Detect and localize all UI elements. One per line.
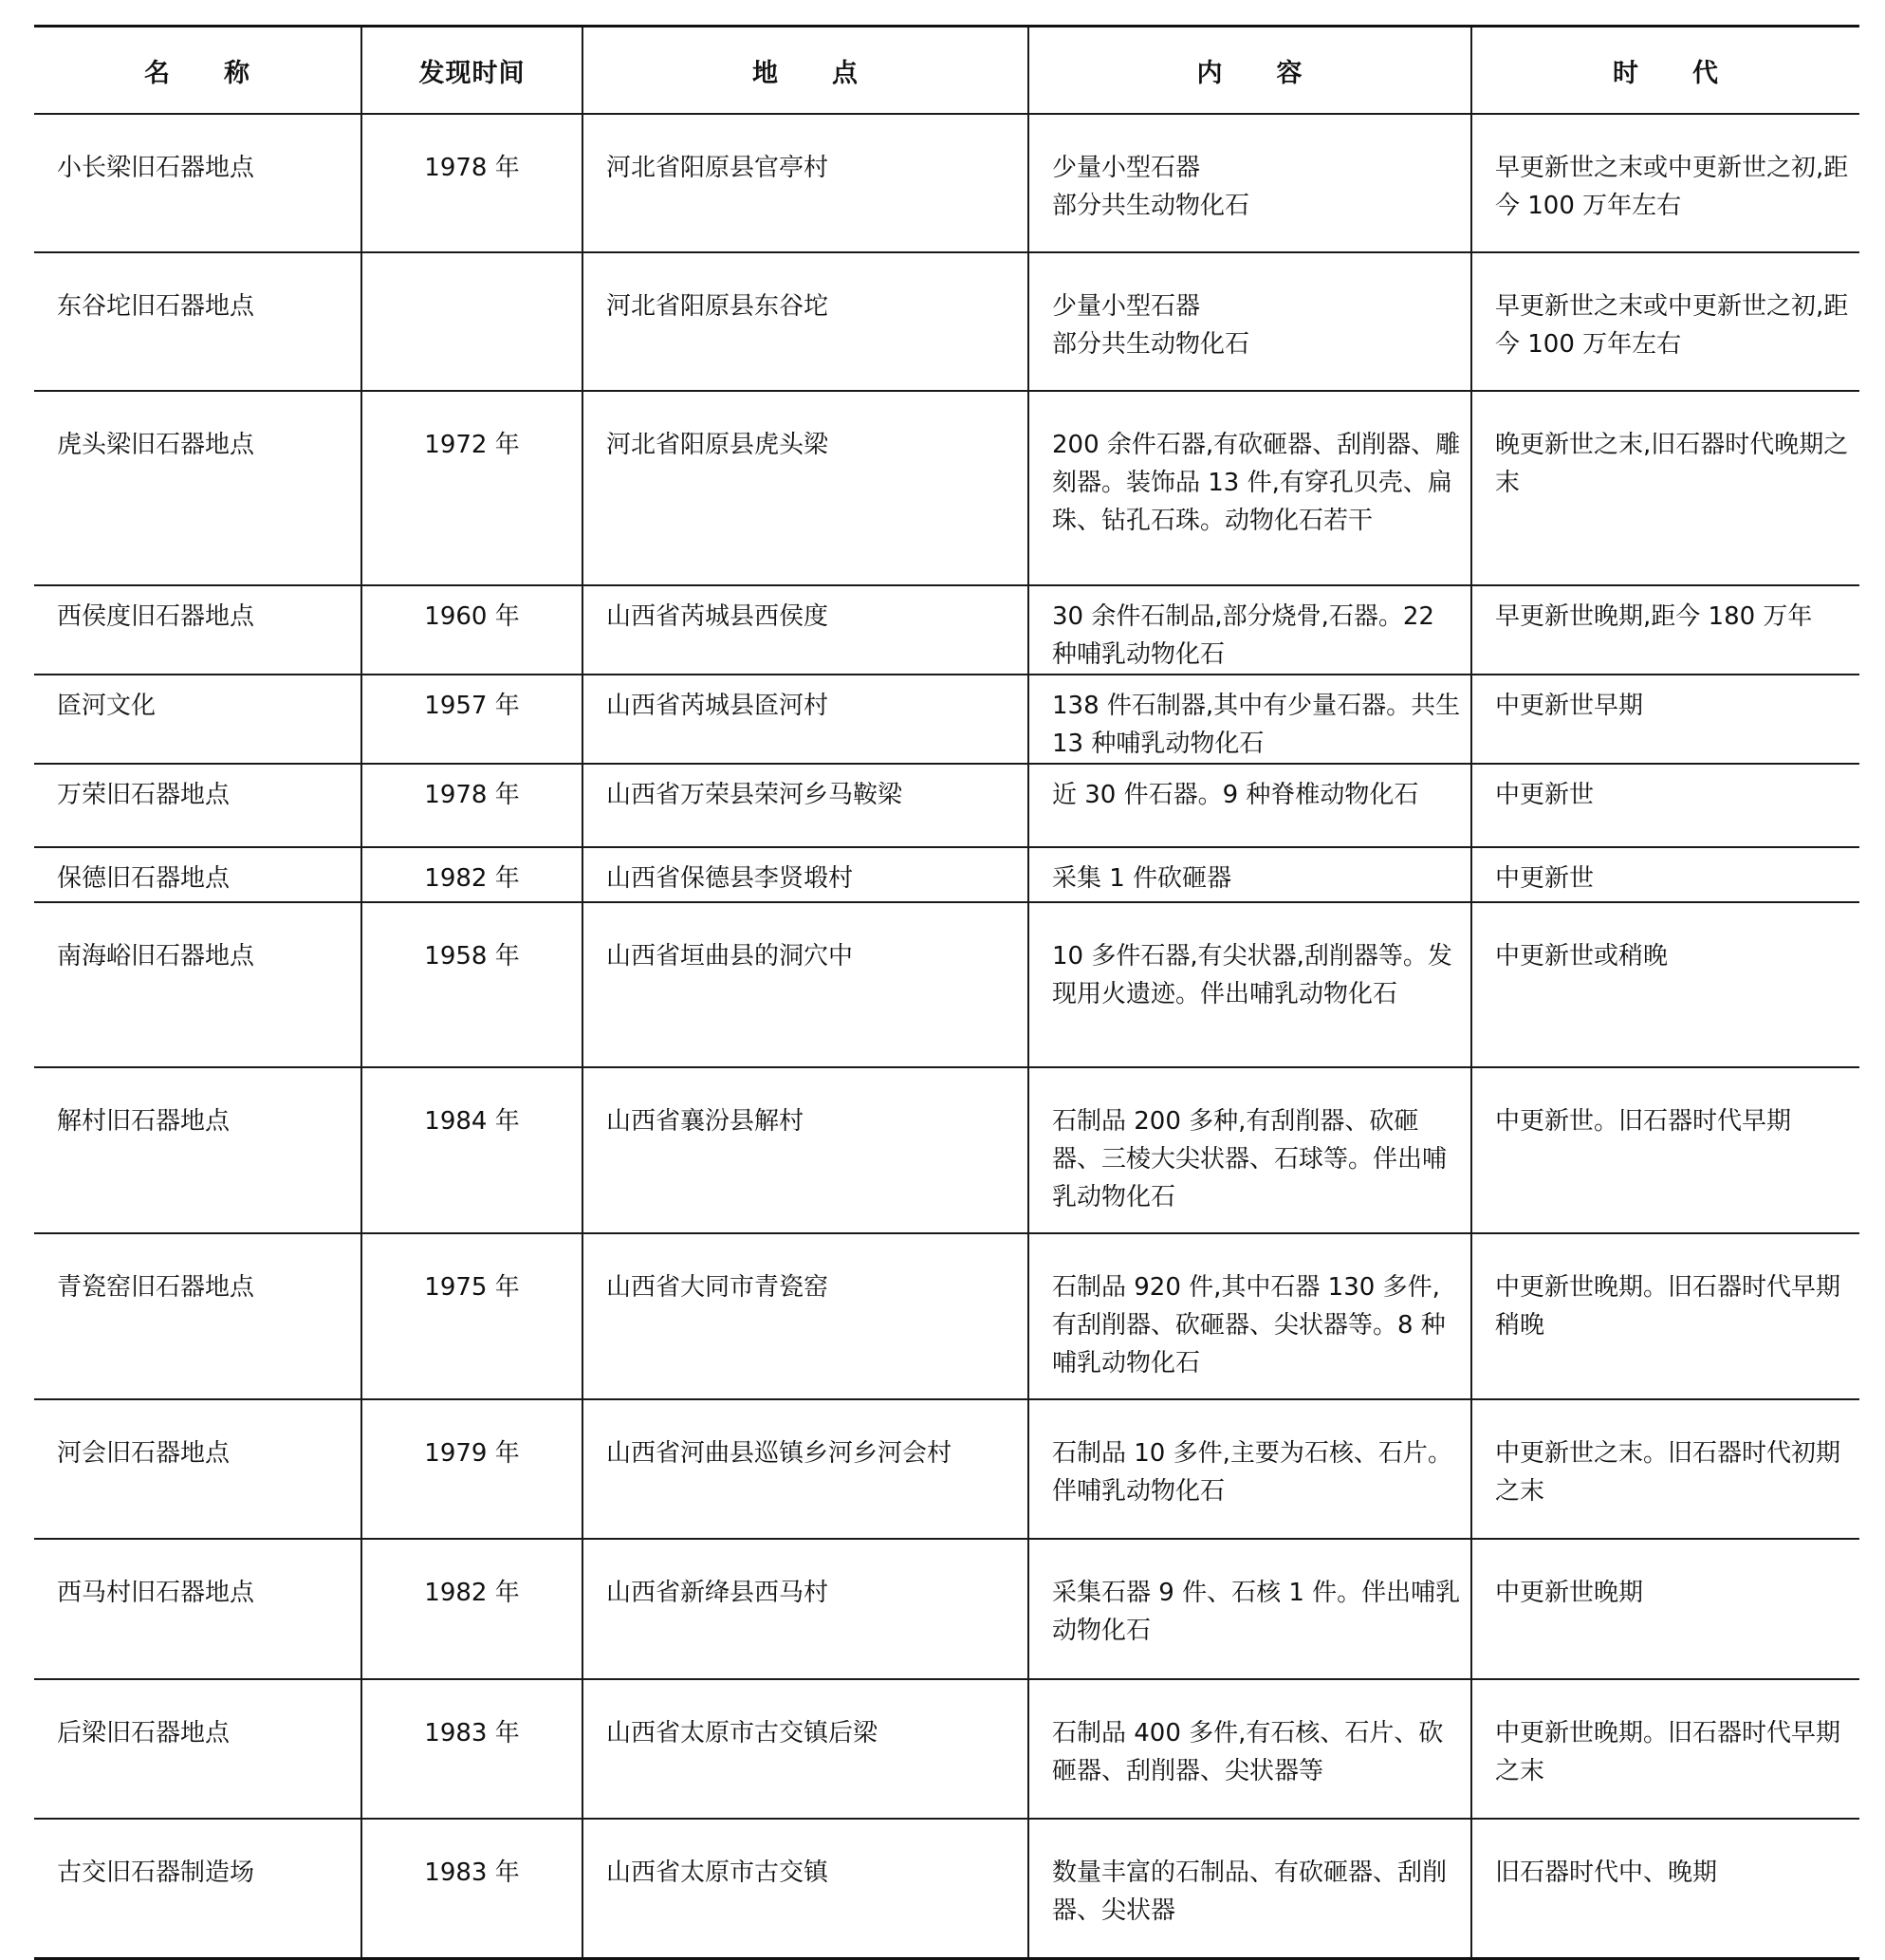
- site-name-cell: 东谷坨旧石器地点: [34, 252, 361, 391]
- era-cell: 中更新世。旧石器时代早期: [1471, 1067, 1859, 1233]
- contents-cell: 石制品 200 多种,有刮削器、砍砸器、三棱大尖状器、石球等。伴出哺乳动物化石: [1028, 1067, 1471, 1233]
- discovery-year-cell: 1983 年: [361, 1819, 582, 1958]
- discovery-year-cell: 1972 年: [361, 391, 582, 585]
- site-name-cell: 小长梁旧石器地点: [34, 114, 361, 252]
- location-cell: 山西省太原市古交镇: [582, 1819, 1028, 1958]
- location-cell: 河北省阳原县虎头梁: [582, 391, 1028, 585]
- era-cell: 中更新世晚期。旧石器时代早期之末: [1471, 1679, 1859, 1819]
- contents-cell: 200 余件石器,有砍砸器、刮削器、雕刻器。装饰品 13 件,有穿孔贝壳、扁珠、钻孔石珠。动物化石若干: [1028, 391, 1471, 585]
- table-row: [34, 764, 1859, 847]
- header-place: 地 点: [582, 27, 1028, 115]
- site-name-cell: 西马村旧石器地点: [34, 1539, 361, 1679]
- contents-cell: 近 30 件石器。9 种脊椎动物化石: [1028, 764, 1471, 847]
- site-name-cell: 保德旧石器地点: [34, 847, 361, 902]
- era-cell: 中更新世晚期。旧石器时代早期稍晚: [1471, 1233, 1859, 1399]
- contents-cell: 138 件石制器,其中有少量石器。共生 13 种哺乳动物化石: [1028, 675, 1471, 764]
- header-era: 时 代: [1471, 27, 1859, 115]
- contents-cell: 采集 1 件砍砸器: [1028, 847, 1471, 902]
- era-cell: 中更新世: [1471, 847, 1859, 902]
- contents-cell: 30 余件石制品,部分烧骨,石器。22 种哺乳动物化石: [1028, 585, 1471, 675]
- location-cell: 山西省太原市古交镇后梁: [582, 1679, 1028, 1819]
- era-cell: 早更新世晚期,距今 180 万年: [1471, 585, 1859, 675]
- contents-cell: 10 多件石器,有尖状器,刮削器等。发现用火遗迹。伴出哺乳动物化石: [1028, 902, 1471, 1067]
- table-row: [34, 847, 1859, 902]
- location-cell: 山西省垣曲县的洞穴中: [582, 902, 1028, 1067]
- era-cell: 中更新世晚期: [1471, 1539, 1859, 1679]
- site-name-cell: 万荣旧石器地点: [34, 764, 361, 847]
- location-cell: 河北省阳原县官亭村: [582, 114, 1028, 252]
- contents-cell: 少量小型石器 部分共生动物化石: [1028, 114, 1471, 252]
- era-cell: 旧石器时代中、晚期: [1471, 1819, 1859, 1958]
- location-cell: 山西省襄汾县解村: [582, 1067, 1028, 1233]
- header-name: 名 称: [34, 27, 361, 115]
- site-name-cell: 解村旧石器地点: [34, 1067, 361, 1233]
- discovery-year-cell: 1984 年: [361, 1067, 582, 1233]
- discovery-year-cell: [361, 252, 582, 391]
- era-cell: 中更新世之末。旧石器时代初期之末: [1471, 1399, 1859, 1539]
- era-cell: 中更新世早期: [1471, 675, 1859, 764]
- table-row: [34, 1819, 1859, 1958]
- header-content: 内 容: [1028, 27, 1471, 115]
- contents-cell: 数量丰富的石制品、有砍砸器、刮削器、尖状器: [1028, 1819, 1471, 1958]
- site-name-cell: 后梁旧石器地点: [34, 1679, 361, 1819]
- site-name-cell: 青瓷窑旧石器地点: [34, 1233, 361, 1399]
- discovery-year-cell: 1982 年: [361, 847, 582, 902]
- site-name-cell: 西侯度旧石器地点: [34, 585, 361, 675]
- era-cell: 晚更新世之末,旧石器时代晚期之末: [1471, 391, 1859, 585]
- table-row: [34, 902, 1859, 1067]
- site-name-cell: 南海峪旧石器地点: [34, 902, 361, 1067]
- table-row: [34, 1399, 1859, 1539]
- site-name-cell: 河会旧石器地点: [34, 1399, 361, 1539]
- table-header-row: [34, 27, 1859, 115]
- location-cell: 河北省阳原县东谷坨: [582, 252, 1028, 391]
- location-cell: 山西省新绛县西马村: [582, 1539, 1028, 1679]
- table-row: [34, 1233, 1859, 1399]
- era-cell: 早更新世之末或中更新世之初,距今 100 万年左右: [1471, 252, 1859, 391]
- table-body: [34, 114, 1859, 1958]
- discovery-year-cell: 1979 年: [361, 1399, 582, 1539]
- contents-cell: 石制品 400 多件,有石核、石片、砍砸器、刮削器、尖状器等: [1028, 1679, 1471, 1819]
- era-cell: 中更新世或稍晚: [1471, 902, 1859, 1067]
- site-name-cell: 古交旧石器制造场: [34, 1819, 361, 1958]
- discovery-year-cell: 1957 年: [361, 675, 582, 764]
- table-row: [34, 391, 1859, 585]
- discovery-year-cell: 1982 年: [361, 1539, 582, 1679]
- location-cell: 山西省河曲县巡镇乡河乡河会村: [582, 1399, 1028, 1539]
- site-name-cell: 匼河文化: [34, 675, 361, 764]
- table-row: [34, 114, 1859, 252]
- contents-cell: 石制品 920 件,其中石器 130 多件,有刮削器、砍砸器、尖状器等。8 种哺乳动物化石: [1028, 1233, 1471, 1399]
- table-row: [34, 675, 1859, 764]
- table-row: [34, 252, 1859, 391]
- location-cell: 山西省万荣县荣河乡马鞍梁: [582, 764, 1028, 847]
- table-row: [34, 1067, 1859, 1233]
- discovery-year-cell: 1983 年: [361, 1679, 582, 1819]
- table-row: [34, 1539, 1859, 1679]
- table-row: [34, 585, 1859, 675]
- table-row: [34, 1679, 1859, 1819]
- discovery-year-cell: 1958 年: [361, 902, 582, 1067]
- site-name-cell: 虎头梁旧石器地点: [34, 391, 361, 585]
- contents-cell: 石制品 10 多件,主要为石核、石片。伴哺乳动物化石: [1028, 1399, 1471, 1539]
- location-cell: 山西省大同市青瓷窑: [582, 1233, 1028, 1399]
- contents-cell: 采集石器 9 件、石核 1 件。伴出哺乳动物化石: [1028, 1539, 1471, 1679]
- discovery-year-cell: 1960 年: [361, 585, 582, 675]
- document-page: [34, 25, 1859, 1960]
- contents-cell: 少量小型石器 部分共生动物化石: [1028, 252, 1471, 391]
- location-cell: 山西省芮城县匼河村: [582, 675, 1028, 764]
- discovery-year-cell: 1978 年: [361, 114, 582, 252]
- header-year: 发现时间: [361, 27, 582, 115]
- location-cell: 山西省芮城县西侯度: [582, 585, 1028, 675]
- discovery-year-cell: 1975 年: [361, 1233, 582, 1399]
- paleolithic-sites-table: [34, 25, 1859, 1960]
- era-cell: 早更新世之末或中更新世之初,距今 100 万年左右: [1471, 114, 1859, 252]
- location-cell: 山西省保德县李贤塅村: [582, 847, 1028, 902]
- discovery-year-cell: 1978 年: [361, 764, 582, 847]
- era-cell: 中更新世: [1471, 764, 1859, 847]
